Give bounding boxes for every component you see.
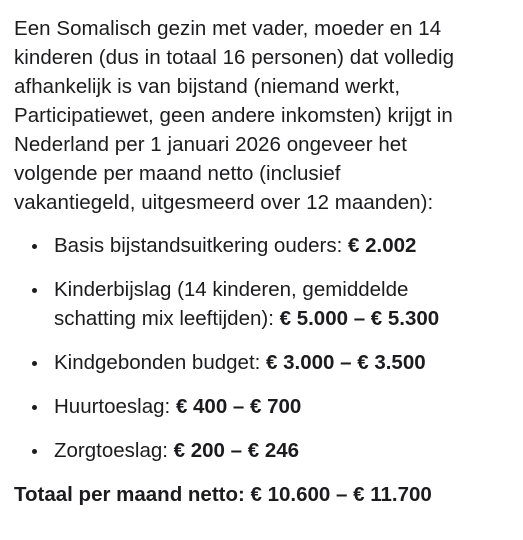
benefit-item-kinderbijslag [14, 275, 513, 333]
benefit-amount: € 2.002 [348, 234, 417, 257]
benefit-line [54, 231, 513, 260]
intro-line: Een Somalisch gezin met vader, moeder en 14 [14, 17, 442, 40]
intro-line: vakantiegeld, uitgesmeerd over 12 maanden): [14, 191, 434, 214]
benefit-line [54, 348, 513, 377]
total-line: Totaal per maand netto: € 10.600 – € 11.700 [14, 483, 432, 506]
intro-line: kinderen (dus in totaal 16 personen) dat volledig [14, 46, 455, 69]
bullet-icon [32, 288, 37, 293]
bullet-icon [32, 449, 37, 454]
benefit-label-continued: schatting mix leeftijden): [54, 307, 280, 330]
intro-line: Nederland per 1 januari 2026 ongeveer het [14, 133, 407, 156]
bullet-icon [32, 361, 37, 366]
bullet-icon [32, 244, 37, 249]
benefit-amount: € 200 – € 246 [173, 439, 300, 462]
benefit-label: Huurtoeslag: [54, 395, 176, 418]
benefit-label: Kindgebonden budget: [54, 351, 267, 374]
benefit-line [54, 304, 513, 333]
benefits-list [14, 231, 513, 465]
bullet-icon [32, 405, 37, 410]
intro-line: volgende per maand netto (inclusief [14, 162, 341, 185]
benefit-item-kindgebonden-budget [14, 348, 513, 377]
benefit-line [54, 392, 513, 421]
benefit-item-zorgtoeslag [14, 436, 513, 465]
benefit-label: Basis bijstandsuitkering ouders: [54, 234, 348, 257]
benefit-line [54, 436, 513, 465]
benefit-amount: € 5.000 – € 5.300 [279, 307, 440, 330]
benefit-item-huurtoeslag [14, 392, 513, 421]
benefit-label: Zorgtoeslag: [54, 439, 174, 462]
benefit-item-basis-bijstand [14, 231, 513, 260]
intro-line: Participatiewet, geen andere inkomsten) krijgt in [14, 104, 453, 127]
intro-paragraph [14, 14, 513, 217]
intro-line: afhankelijk is van bijstand (niemand werkt, [14, 75, 401, 98]
benefit-amount: € 3.000 – € 3.500 [266, 351, 426, 374]
benefit-amount: € 400 – € 700 [175, 395, 302, 418]
benefit-label: Kinderbijslag (14 kinderen, gemiddelde [54, 278, 409, 301]
